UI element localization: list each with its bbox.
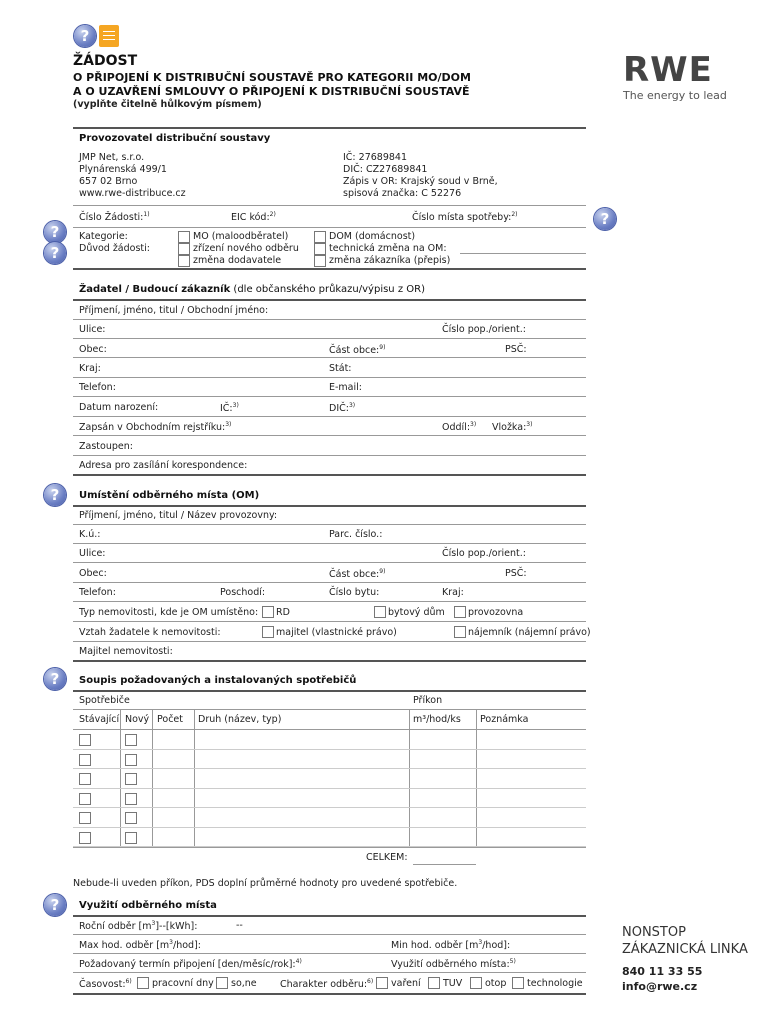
rd-checkbox[interactable]: [262, 606, 274, 618]
applicant-email-label: E-mail:: [329, 382, 362, 393]
provozovna-label: provozovna: [468, 607, 524, 618]
majitel-label: Majitel nemovitosti:: [79, 646, 173, 657]
help-icon[interactable]: ?: [44, 484, 66, 506]
appliances-footnote: Nebude-li uveden příkon, PDS doplní průměrné hodnoty pro uvedené spotřebiče.: [73, 878, 458, 889]
tech-input[interactable]: [460, 253, 586, 254]
location-telefon-label: Telefon:: [79, 587, 116, 598]
tagline: The energy to lead: [623, 89, 727, 102]
novy-checkbox[interactable]: [125, 812, 137, 824]
phone-number: 840 11 33 55: [622, 965, 703, 978]
applicant-datum-label: Datum narození:: [79, 402, 159, 413]
max-label: Max hod. odběr $[m^3/hod]$:: [79, 939, 201, 952]
row-divider: [73, 807, 586, 808]
mo-label: MO (maloodběratel): [193, 231, 289, 242]
appliances-heading: Soupis požadovaných a instalovaných spotřebičů: [79, 675, 357, 686]
cislo-zadosti-label: Číslo Žádosti:$^{1)}$: [79, 211, 150, 224]
rwe-logo: RWE: [623, 50, 713, 90]
operator-or: Zápis v OR: Krajský soud v Brně,: [343, 176, 498, 187]
location-cast-label: Část obce:$^{9)}$: [329, 568, 386, 581]
dom-checkbox[interactable]: [314, 231, 326, 243]
location-byt-label: Číslo bytu:: [329, 587, 380, 598]
novy-checkbox[interactable]: [125, 734, 137, 746]
eic-label: EIC kód:$^{2)}$: [231, 211, 276, 224]
tech-checkbox[interactable]: [314, 243, 326, 255]
applicant-obec-label: Obec:: [79, 344, 107, 355]
applicant-oddil-label: Oddíl:$^{3)}$: [442, 421, 477, 434]
applicant-adresa-label: Adresa pro zasílání korespondence:: [79, 460, 248, 471]
rocni-label: Roční odběr $[m^3]--[kWh]$:: [79, 920, 198, 933]
operator-ic: IČ: 27689841: [343, 152, 408, 163]
tuv-checkbox[interactable]: [428, 977, 440, 989]
vyuziti-label: Využití odběrného místa:$^{5)}$: [391, 958, 516, 971]
subtitle-1: O PŘIPOJENÍ K DISTRIBUČNÍ SOUSTAVĚ PRO KATEGORII MO/DOM: [73, 71, 471, 84]
location-name-label: Příjmení, jméno, titul / Název provozovny:: [79, 510, 278, 521]
row-divider: [73, 768, 586, 769]
operator-street: Plynárenská 499/1: [79, 164, 167, 175]
stavajici-checkbox[interactable]: [79, 793, 91, 805]
help-icon[interactable]: ?: [44, 242, 66, 264]
col-unit: m³/hod/ks: [413, 714, 461, 725]
majitel-checkbox[interactable]: [262, 626, 274, 638]
stavajici-checkbox[interactable]: [79, 832, 91, 844]
location-street-label: Ulice:: [79, 548, 106, 559]
stavajici-checkbox[interactable]: [79, 773, 91, 785]
note-icon[interactable]: [99, 25, 119, 47]
novy-checkbox[interactable]: [125, 832, 137, 844]
termin-label: Požadovaný termín připojení [den/měsíc/rok]:$^{4)}$: [79, 958, 302, 971]
nove-label: zřízení nového odběru: [193, 243, 299, 254]
instruction: (vyplňte čitelně hůlkovým písmem): [73, 99, 262, 110]
sone-label: so,ne: [231, 978, 257, 989]
contact-email[interactable]: info@rwe.cz: [622, 980, 698, 993]
typ-label: Typ nemovitosti, kde je OM umístěno:: [79, 607, 259, 618]
vareni-label: vaření: [391, 978, 421, 989]
applicant-cislo-label: Číslo pop./orient.:: [442, 324, 526, 335]
novy-checkbox[interactable]: [125, 793, 137, 805]
applicant-ic-label: IČ:$^{3)}$: [220, 402, 239, 415]
dom-label: DOM (domácnost): [329, 231, 416, 242]
applicant-telefon-label: Telefon:: [79, 382, 116, 393]
byt-checkbox[interactable]: [374, 606, 386, 618]
page-title: ŽÁDOST: [73, 53, 138, 69]
location-parc-label: Parc. číslo.:: [329, 529, 383, 540]
novy-checkbox[interactable]: [125, 773, 137, 785]
dodavatel-label: změna dodavatele: [193, 255, 282, 266]
najemnik-label: nájemník (nájemní právo): [468, 627, 591, 638]
zakaznik-label: změna zákazníka (přepis): [329, 255, 451, 266]
stavajici-checkbox[interactable]: [79, 754, 91, 766]
operator-name: JMP Net, s.r.o.: [79, 152, 145, 163]
row-divider: [73, 827, 586, 828]
technologie-label: technologie: [527, 978, 583, 989]
byt-label: bytový dům: [388, 607, 445, 618]
applicant-name-label: Příjmení, jméno, titul / Obchodní jméno:: [79, 305, 269, 316]
row-divider: [73, 788, 586, 789]
cislo-mista-label: Číslo místa spotřeby:$^{2)}$: [412, 211, 518, 224]
pracovni-checkbox[interactable]: [137, 977, 149, 989]
col-druh: Druh (název, typ): [198, 714, 282, 725]
col-stavajici: Stávající: [79, 714, 120, 725]
linka-label: ZÁKAZNICKÁ LINKA: [622, 942, 748, 957]
location-poschodi-label: Poschodí:: [220, 587, 266, 598]
novy-checkbox[interactable]: [125, 754, 137, 766]
operator-dic: DIČ: CZ27689841: [343, 164, 428, 175]
applicant-cast-label: Část obce:$^{9)}$: [329, 344, 386, 357]
vareni-checkbox[interactable]: [376, 977, 388, 989]
applicant-zastoupen-label: Zastoupen:: [79, 441, 133, 452]
applicant-stat-label: Stát:: [329, 363, 352, 374]
location-cislo-label: Číslo pop./orient.:: [442, 548, 526, 559]
applicant-zapsan-label: Zapsán v Obchodním rejstříku:$^{3)}$: [79, 421, 232, 434]
applicant-psc-label: PSČ:: [505, 344, 527, 355]
zakaznik-checkbox[interactable]: [314, 255, 326, 267]
operator-city: 657 02 Brno: [79, 176, 138, 187]
help-icon[interactable]: ?: [44, 894, 66, 916]
applicant-street-label: Ulice:: [79, 324, 106, 335]
min-label: Min hod. odběr $[m^3/hod]$:: [391, 939, 511, 952]
najemnik-checkbox[interactable]: [454, 626, 466, 638]
location-heading: Umístění odběrného místa (OM): [79, 490, 260, 501]
applicant-kraj-label: Kraj:: [79, 363, 101, 374]
celkem-input[interactable]: [413, 864, 476, 865]
stavajici-checkbox[interactable]: [79, 734, 91, 746]
rd-label: RD: [276, 607, 290, 618]
col-pocet: Počet: [157, 714, 183, 725]
technologie-checkbox[interactable]: [512, 977, 524, 989]
help-icon[interactable]: ?: [594, 208, 616, 230]
operator-web: www.rwe-distribuce.cz: [79, 188, 186, 199]
help-icon[interactable]: ?: [44, 221, 66, 243]
vztah-label: Vztah žadatele k nemovitosti:: [79, 627, 221, 638]
otop-checkbox[interactable]: [470, 977, 482, 989]
nonstop-label: NONSTOP: [622, 925, 686, 940]
charakter-label: Charakter odběru:$^{6)}$: [280, 978, 374, 991]
col-poznamka: Poznámka: [480, 714, 529, 725]
provozovna-checkbox[interactable]: [454, 606, 466, 618]
help-icon[interactable]: ?: [74, 25, 96, 47]
nove-checkbox[interactable]: [178, 243, 190, 255]
mo-checkbox[interactable]: [178, 231, 190, 243]
sone-checkbox[interactable]: [216, 977, 228, 989]
col-novy: Nový: [125, 714, 150, 725]
dodavatel-checkbox[interactable]: [178, 255, 190, 267]
applicant-vlozka-label: Vložka:$^{3)}$: [492, 421, 533, 434]
pracovni-label: pracovní dny: [152, 978, 214, 989]
subtitle-2: A O UZAVŘENÍ SMLOUVY O PŘIPOJENÍ K DISTRIBUČNÍ SOUSTAVĚ: [73, 85, 470, 98]
prikon-label: Příkon: [413, 695, 443, 706]
help-icon[interactable]: ?: [44, 668, 66, 690]
applicant-heading: Žadatel / Budoucí zákazník (dle občanského průkazu/výpisu z OR): [79, 284, 425, 295]
casovost-label: Časovost:$^{6)}$: [79, 978, 132, 991]
row-divider: [73, 749, 586, 750]
tuv-label: TUV: [443, 978, 463, 989]
usage-heading: Využití odběrného místa: [79, 900, 217, 911]
location-psc-label: PSČ:: [505, 568, 527, 579]
applicant-dic-label: DIČ:$^{3)}$: [329, 402, 356, 415]
location-ku-label: K.ú.:: [79, 529, 101, 540]
celkem-label: CELKEM:: [366, 852, 408, 863]
stavajici-checkbox[interactable]: [79, 812, 91, 824]
location-obec-label: Obec:: [79, 568, 107, 579]
otop-label: otop: [485, 978, 507, 989]
rocni-sep: --: [236, 920, 243, 931]
tech-label: technická změna na OM:: [329, 243, 447, 254]
duvod-label: Důvod žádosti:: [79, 243, 150, 254]
kategorie-label: Kategorie:: [79, 231, 128, 242]
location-kraj-label: Kraj:: [442, 587, 464, 598]
spotrebice-label: Spotřebiče: [79, 695, 130, 706]
operator-heading: Provozovatel distribuční soustavy: [79, 133, 271, 144]
operator-spis: spisová značka: C 52276: [343, 188, 462, 199]
majitel-opt-label: majitel (vlastnické právo): [276, 627, 397, 638]
